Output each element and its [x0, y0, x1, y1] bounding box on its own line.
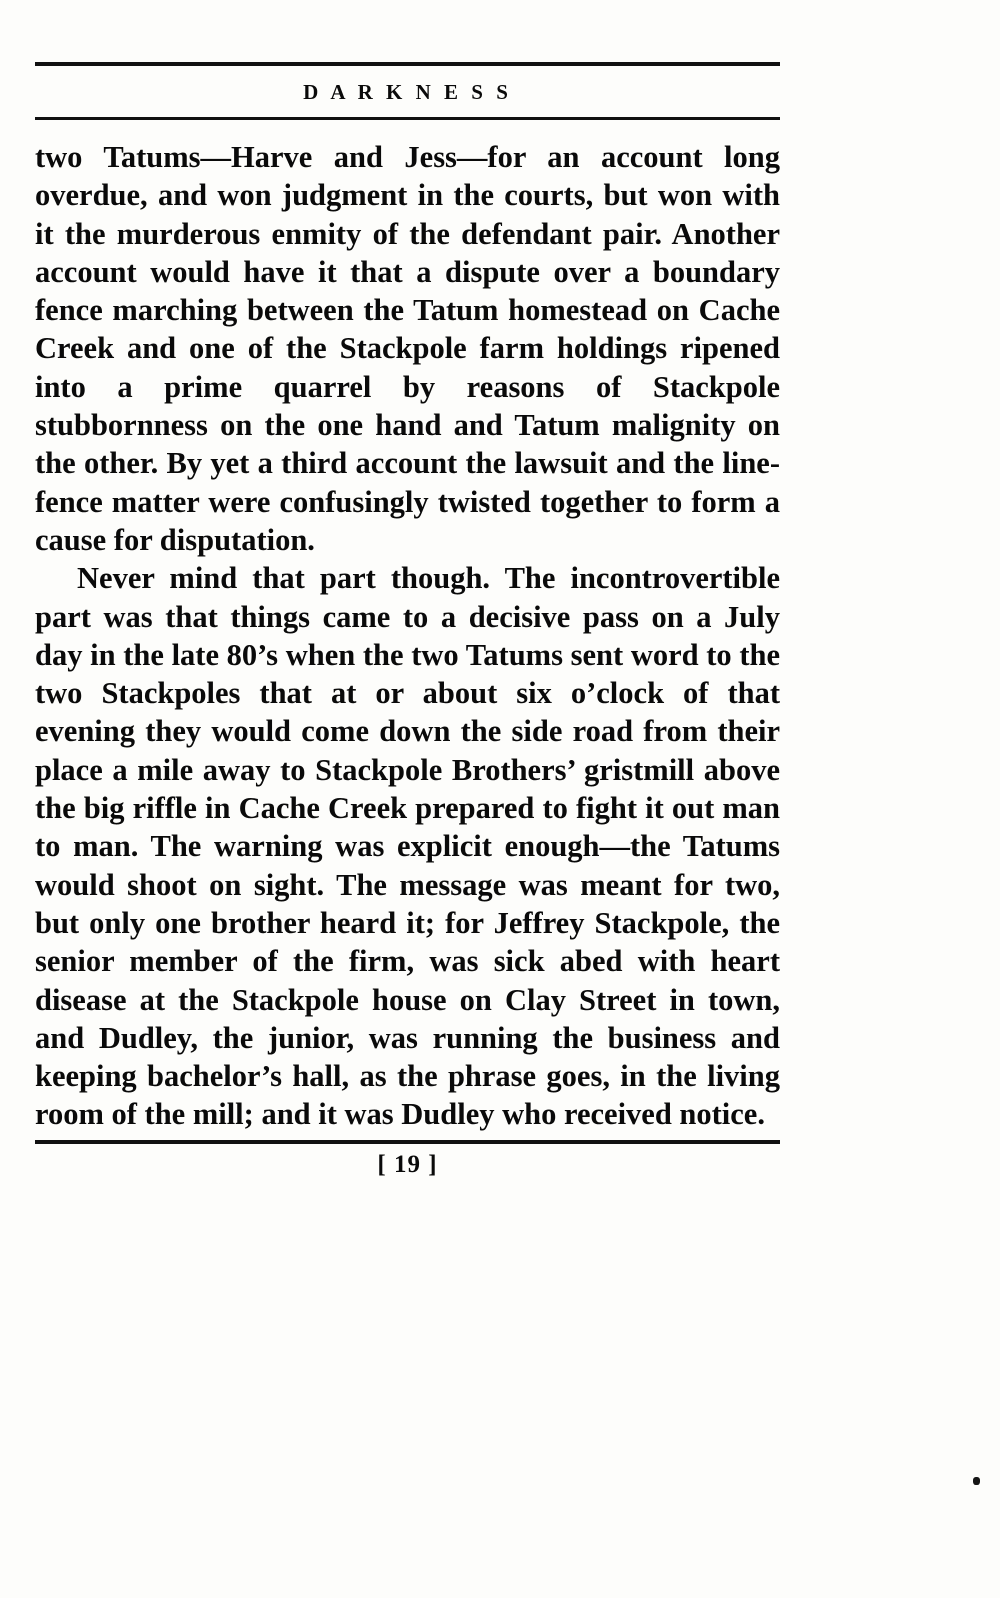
paragraph: Never mind that part though. The incontrovertible part was that things came to a decisive pass on a July day in the late 80’s when the two Tatums sent word to the two Stackpoles that at or about six o’clock of that evening they would come down the side road from their place a mile away to Stackpole Brothers’ gristmill above the big riffle in Cache Creek prepared to fight it out man to man. The warning was explicit enough—the Tatums would shoot on sight. The message was meant for two, but only one brother heard it; for Jeffrey Stackpole, the senior member of the firm, was sick abed with heart disease at the Stackpole house on Clay Street in town, and Dudley, the junior, was running the business and keeping bachelor’s hall, as the phrase goes, in the living room of the mill; and it was Dudley who received notice. [35, 561, 780, 1132]
page-content [35, 62, 780, 1179]
page-number: [ 19 ] [377, 1150, 438, 1178]
body-text [35, 138, 780, 1134]
running-head: D A R K N E S S [303, 80, 512, 104]
header-rule-bottom [35, 117, 780, 120]
page-speck [973, 1477, 980, 1485]
paragraph: two Tatums—Harve and Jess—for an account long overdue, and won judgment in the courts, but won with it the murderous enmity of the defendant pair. Another account would have it that a dispute over a boundary fence marching between the Tatum homestead on Cache Creek and one of the Stackpole farm holdings ripened into a prime quarrel by reasons of Stackpole stubbornness on the one hand and Tatum malignity on the other. By yet a third account the lawsuit and the line-fence matter were confusingly twisted together to form a cause for disputation. [35, 140, 780, 557]
